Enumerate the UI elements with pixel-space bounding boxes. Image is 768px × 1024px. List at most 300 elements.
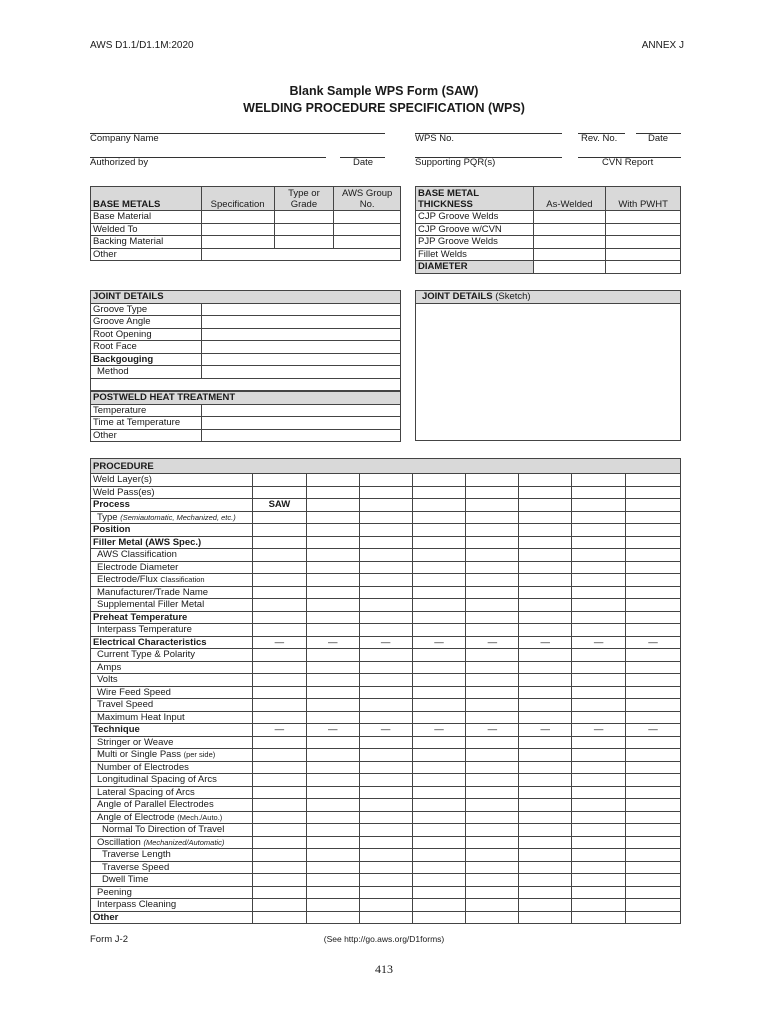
procedure-value-cell[interactable]	[519, 911, 572, 924]
procedure-value-cell[interactable]	[412, 686, 466, 699]
procedure-value-cell[interactable]	[412, 499, 466, 512]
procedure-value-cell[interactable]	[412, 899, 466, 912]
method-value-cell[interactable]	[201, 366, 400, 379]
procedure-value-cell[interactable]	[466, 874, 519, 887]
procedure-value-cell[interactable]: —	[626, 724, 681, 737]
procedure-value-cell[interactable]	[252, 824, 306, 837]
procedure-value-cell[interactable]	[252, 699, 306, 712]
procedure-value-cell[interactable]	[252, 711, 306, 724]
procedure-value-cell[interactable]	[572, 874, 626, 887]
procedure-value-cell[interactable]	[412, 711, 466, 724]
diameter-pwht-cell[interactable]	[606, 261, 681, 274]
procedure-value-cell[interactable]	[466, 861, 519, 874]
procedure-value-cell[interactable]	[519, 474, 572, 487]
procedure-value-cell[interactable]	[572, 611, 626, 624]
procedure-value-cell[interactable]	[412, 661, 466, 674]
procedure-value-cell[interactable]	[466, 736, 519, 749]
procedure-value-cell[interactable]	[252, 736, 306, 749]
procedure-value-cell[interactable]	[519, 586, 572, 599]
procedure-value-cell[interactable]	[412, 549, 466, 562]
procedure-value-cell[interactable]	[626, 849, 681, 862]
procedure-value-cell[interactable]	[572, 561, 626, 574]
procedure-value-cell[interactable]	[519, 624, 572, 637]
procedure-value-cell[interactable]	[252, 861, 306, 874]
procedure-value-cell[interactable]	[306, 849, 359, 862]
procedure-value-cell[interactable]: —	[359, 724, 412, 737]
procedure-value-cell[interactable]	[519, 711, 572, 724]
procedure-value-cell[interactable]	[359, 611, 412, 624]
with-pwht-cell[interactable]	[606, 223, 681, 236]
authorized-by-line[interactable]	[90, 157, 326, 158]
procedure-value-cell[interactable]	[252, 511, 306, 524]
procedure-value-cell[interactable]	[306, 499, 359, 512]
procedure-value-cell[interactable]	[572, 661, 626, 674]
procedure-value-cell[interactable]	[626, 811, 681, 824]
procedure-value-cell[interactable]	[466, 711, 519, 724]
procedure-value-cell[interactable]	[306, 486, 359, 499]
procedure-value-cell[interactable]	[519, 874, 572, 887]
procedure-value-cell[interactable]	[466, 799, 519, 812]
procedure-value-cell[interactable]	[412, 886, 466, 899]
procedure-value-cell[interactable]	[626, 561, 681, 574]
procedure-value-cell[interactable]	[359, 486, 412, 499]
procedure-value-cell[interactable]	[306, 749, 359, 762]
procedure-value-cell[interactable]	[519, 761, 572, 774]
procedure-value-cell[interactable]	[252, 674, 306, 687]
procedure-value-cell[interactable]	[252, 649, 306, 662]
procedure-value-cell[interactable]	[572, 886, 626, 899]
procedure-value-cell[interactable]	[359, 536, 412, 549]
procedure-value-cell[interactable]	[359, 524, 412, 537]
procedure-value-cell[interactable]: —	[412, 636, 466, 649]
procedure-value-cell[interactable]	[252, 786, 306, 799]
procedure-value-cell[interactable]	[466, 524, 519, 537]
base-metal-cell[interactable]	[274, 223, 334, 236]
procedure-value-cell[interactable]	[412, 836, 466, 849]
procedure-value-cell[interactable]	[519, 774, 572, 787]
procedure-value-cell[interactable]	[359, 674, 412, 687]
wps-no-line[interactable]	[415, 133, 562, 134]
procedure-value-cell[interactable]	[306, 536, 359, 549]
procedure-value-cell[interactable]	[306, 699, 359, 712]
procedure-value-cell[interactable]: —	[466, 724, 519, 737]
procedure-value-cell[interactable]	[306, 861, 359, 874]
procedure-value-cell[interactable]	[572, 749, 626, 762]
supporting-pqr-line[interactable]	[415, 157, 562, 158]
procedure-value-cell[interactable]	[412, 561, 466, 574]
procedure-value-cell[interactable]	[572, 824, 626, 837]
procedure-value-cell[interactable]	[252, 561, 306, 574]
as-welded-cell[interactable]	[533, 211, 606, 224]
procedure-value-cell[interactable]	[572, 849, 626, 862]
procedure-value-cell[interactable]	[466, 511, 519, 524]
procedure-value-cell[interactable]	[306, 774, 359, 787]
procedure-value-cell[interactable]	[626, 524, 681, 537]
procedure-value-cell[interactable]	[252, 586, 306, 599]
procedure-value-cell[interactable]	[519, 686, 572, 699]
base-metal-cell[interactable]	[334, 223, 401, 236]
procedure-value-cell[interactable]	[466, 699, 519, 712]
procedure-value-cell[interactable]	[412, 674, 466, 687]
procedure-value-cell[interactable]	[572, 836, 626, 849]
procedure-value-cell[interactable]	[412, 811, 466, 824]
procedure-value-cell[interactable]	[572, 674, 626, 687]
procedure-value-cell[interactable]	[466, 786, 519, 799]
procedure-value-cell[interactable]	[412, 536, 466, 549]
procedure-value-cell[interactable]	[572, 599, 626, 612]
procedure-value-cell[interactable]	[572, 699, 626, 712]
procedure-value-cell[interactable]	[306, 586, 359, 599]
procedure-value-cell[interactable]	[572, 624, 626, 637]
procedure-value-cell[interactable]	[626, 649, 681, 662]
procedure-value-cell[interactable]	[572, 711, 626, 724]
procedure-value-cell[interactable]	[626, 611, 681, 624]
procedure-value-cell[interactable]: —	[626, 636, 681, 649]
procedure-value-cell[interactable]	[306, 711, 359, 724]
procedure-value-cell[interactable]	[359, 624, 412, 637]
procedure-value-cell[interactable]	[466, 899, 519, 912]
procedure-value-cell[interactable]	[359, 786, 412, 799]
procedure-value-cell[interactable]	[306, 736, 359, 749]
procedure-value-cell[interactable]	[359, 811, 412, 824]
procedure-value-cell[interactable]	[306, 686, 359, 699]
procedure-value-cell[interactable]	[466, 561, 519, 574]
procedure-value-cell[interactable]	[412, 486, 466, 499]
procedure-value-cell[interactable]	[519, 849, 572, 862]
procedure-value-cell[interactable]	[252, 849, 306, 862]
procedure-value-cell[interactable]	[412, 524, 466, 537]
procedure-value-cell[interactable]	[306, 886, 359, 899]
procedure-value-cell[interactable]	[359, 836, 412, 849]
procedure-value-cell[interactable]	[359, 661, 412, 674]
procedure-value-cell[interactable]: —	[519, 724, 572, 737]
procedure-value-cell[interactable]	[519, 786, 572, 799]
procedure-value-cell[interactable]: —	[519, 636, 572, 649]
procedure-value-cell[interactable]	[359, 699, 412, 712]
procedure-value-cell[interactable]	[466, 811, 519, 824]
procedure-value-cell[interactable]	[412, 861, 466, 874]
procedure-value-cell[interactable]	[306, 524, 359, 537]
procedure-value-cell[interactable]	[519, 549, 572, 562]
procedure-value-cell[interactable]	[466, 611, 519, 624]
procedure-value-cell[interactable]	[466, 624, 519, 637]
procedure-value-cell[interactable]	[519, 661, 572, 674]
procedure-value-cell[interactable]	[519, 811, 572, 824]
procedure-value-cell[interactable]: —	[252, 724, 306, 737]
procedure-value-cell[interactable]	[306, 874, 359, 887]
procedure-value-cell[interactable]	[359, 686, 412, 699]
procedure-value-cell[interactable]	[572, 474, 626, 487]
procedure-value-cell[interactable]	[359, 599, 412, 612]
procedure-value-cell[interactable]	[519, 886, 572, 899]
procedure-value-cell[interactable]	[519, 511, 572, 524]
base-metal-cell[interactable]	[274, 211, 334, 224]
procedure-value-cell[interactable]	[359, 774, 412, 787]
procedure-value-cell[interactable]	[412, 611, 466, 624]
procedure-value-cell[interactable]	[519, 499, 572, 512]
procedure-value-cell[interactable]	[626, 624, 681, 637]
procedure-value-cell[interactable]	[572, 549, 626, 562]
joint-detail-value-cell[interactable]	[201, 328, 400, 341]
procedure-value-cell[interactable]	[359, 586, 412, 599]
procedure-value-cell[interactable]	[626, 674, 681, 687]
procedure-value-cell[interactable]	[412, 474, 466, 487]
procedure-value-cell[interactable]	[519, 611, 572, 624]
procedure-value-cell[interactable]	[359, 499, 412, 512]
procedure-value-cell[interactable]	[626, 874, 681, 887]
procedure-value-cell[interactable]	[519, 799, 572, 812]
procedure-value-cell[interactable]	[306, 549, 359, 562]
procedure-value-cell[interactable]	[306, 786, 359, 799]
procedure-value-cell[interactable]	[412, 874, 466, 887]
backgouging-value-cell[interactable]	[201, 353, 400, 366]
procedure-value-cell[interactable]	[306, 799, 359, 812]
procedure-value-cell[interactable]	[519, 649, 572, 662]
base-metal-cell[interactable]	[334, 236, 401, 249]
procedure-value-cell[interactable]	[412, 799, 466, 812]
base-metal-cell[interactable]	[201, 236, 274, 249]
procedure-value-cell[interactable]	[306, 824, 359, 837]
pwht-value-cell[interactable]	[201, 404, 400, 417]
procedure-value-cell[interactable]	[519, 736, 572, 749]
procedure-value-cell[interactable]	[359, 761, 412, 774]
procedure-value-cell[interactable]	[306, 574, 359, 587]
procedure-value-cell[interactable]	[466, 486, 519, 499]
procedure-value-cell[interactable]	[466, 649, 519, 662]
procedure-value-cell[interactable]	[359, 561, 412, 574]
rev-no-line[interactable]	[578, 133, 625, 134]
procedure-value-cell[interactable]	[252, 761, 306, 774]
date-line-2[interactable]	[340, 157, 385, 158]
procedure-value-cell[interactable]	[626, 861, 681, 874]
with-pwht-cell[interactable]	[606, 211, 681, 224]
procedure-value-cell[interactable]	[306, 511, 359, 524]
procedure-value-cell[interactable]	[572, 811, 626, 824]
joint-detail-value-cell[interactable]	[201, 316, 400, 329]
procedure-value-cell[interactable]	[626, 699, 681, 712]
procedure-value-cell[interactable]	[252, 686, 306, 699]
procedure-value-cell[interactable]	[572, 524, 626, 537]
procedure-value-cell[interactable]	[412, 574, 466, 587]
procedure-value-cell[interactable]	[626, 911, 681, 924]
procedure-value-cell[interactable]	[572, 486, 626, 499]
procedure-value-cell[interactable]	[412, 761, 466, 774]
procedure-value-cell[interactable]	[252, 811, 306, 824]
procedure-value-cell[interactable]	[412, 736, 466, 749]
procedure-value-cell[interactable]	[519, 836, 572, 849]
procedure-value-cell[interactable]	[359, 711, 412, 724]
joint-sketch-box[interactable]	[415, 290, 681, 441]
procedure-value-cell[interactable]	[572, 511, 626, 524]
procedure-value-cell[interactable]	[466, 674, 519, 687]
procedure-value-cell[interactable]	[466, 836, 519, 849]
base-metal-cell[interactable]	[334, 211, 401, 224]
procedure-value-cell[interactable]	[306, 836, 359, 849]
procedure-value-cell[interactable]	[572, 799, 626, 812]
procedure-value-cell[interactable]	[252, 774, 306, 787]
procedure-value-cell[interactable]	[252, 836, 306, 849]
procedure-value-cell[interactable]	[412, 849, 466, 862]
procedure-value-cell[interactable]	[412, 586, 466, 599]
procedure-value-cell[interactable]	[626, 574, 681, 587]
procedure-value-cell[interactable]	[572, 761, 626, 774]
procedure-value-cell[interactable]	[466, 661, 519, 674]
procedure-value-cell[interactable]	[306, 811, 359, 824]
base-metal-cell[interactable]	[201, 211, 274, 224]
procedure-value-cell[interactable]	[306, 899, 359, 912]
as-welded-cell[interactable]	[533, 248, 606, 261]
procedure-value-cell[interactable]: —	[572, 724, 626, 737]
procedure-value-cell[interactable]	[572, 499, 626, 512]
date-line-1[interactable]	[636, 133, 681, 134]
procedure-value-cell[interactable]	[626, 711, 681, 724]
procedure-value-cell[interactable]	[466, 536, 519, 549]
procedure-value-cell[interactable]	[359, 874, 412, 887]
procedure-value-cell[interactable]: —	[359, 636, 412, 649]
procedure-value-cell[interactable]	[466, 586, 519, 599]
procedure-value-cell[interactable]	[626, 761, 681, 774]
procedure-value-cell[interactable]	[359, 799, 412, 812]
procedure-value-cell[interactable]	[626, 736, 681, 749]
procedure-value-cell[interactable]	[519, 861, 572, 874]
procedure-value-cell[interactable]	[412, 911, 466, 924]
as-welded-cell[interactable]	[533, 236, 606, 249]
joint-detail-value-cell[interactable]	[201, 303, 400, 316]
procedure-value-cell[interactable]	[572, 574, 626, 587]
procedure-value-cell[interactable]	[572, 899, 626, 912]
procedure-value-cell[interactable]	[412, 786, 466, 799]
procedure-value-cell[interactable]	[359, 886, 412, 899]
procedure-value-cell[interactable]	[626, 799, 681, 812]
procedure-value-cell[interactable]	[359, 474, 412, 487]
procedure-value-cell[interactable]	[252, 574, 306, 587]
procedure-value-cell[interactable]	[466, 599, 519, 612]
procedure-value-cell[interactable]	[466, 761, 519, 774]
procedure-value-cell[interactable]	[359, 736, 412, 749]
procedure-value-cell[interactable]	[626, 774, 681, 787]
procedure-value-cell[interactable]	[466, 499, 519, 512]
procedure-value-cell[interactable]	[252, 899, 306, 912]
procedure-value-cell[interactable]	[252, 486, 306, 499]
procedure-value-cell[interactable]	[359, 849, 412, 862]
procedure-value-cell[interactable]	[306, 474, 359, 487]
procedure-value-cell[interactable]	[306, 911, 359, 924]
procedure-value-cell[interactable]	[359, 574, 412, 587]
procedure-value-cell[interactable]	[626, 886, 681, 899]
procedure-value-cell[interactable]	[519, 674, 572, 687]
procedure-value-cell[interactable]	[626, 511, 681, 524]
procedure-value-cell[interactable]	[519, 561, 572, 574]
procedure-value-cell[interactable]	[359, 899, 412, 912]
procedure-value-cell[interactable]: —	[306, 636, 359, 649]
procedure-value-cell[interactable]	[412, 749, 466, 762]
procedure-value-cell[interactable]	[626, 836, 681, 849]
procedure-value-cell[interactable]	[626, 749, 681, 762]
procedure-value-cell[interactable]	[466, 824, 519, 837]
procedure-value-cell[interactable]	[252, 911, 306, 924]
procedure-value-cell[interactable]: —	[306, 724, 359, 737]
procedure-value-cell[interactable]	[306, 624, 359, 637]
base-metal-other-cell[interactable]	[201, 248, 400, 261]
diameter-as-welded-cell[interactable]	[533, 261, 606, 274]
procedure-value-cell[interactable]	[626, 661, 681, 674]
procedure-value-cell[interactable]	[519, 536, 572, 549]
procedure-value-cell[interactable]	[466, 686, 519, 699]
procedure-value-cell[interactable]	[572, 861, 626, 874]
procedure-value-cell[interactable]	[412, 824, 466, 837]
cvn-report-line[interactable]	[578, 157, 681, 158]
procedure-value-cell[interactable]: —	[252, 636, 306, 649]
procedure-value-cell[interactable]: —	[572, 636, 626, 649]
procedure-value-cell[interactable]	[252, 624, 306, 637]
procedure-value-cell[interactable]	[572, 736, 626, 749]
with-pwht-cell[interactable]	[606, 236, 681, 249]
procedure-value-cell[interactable]	[626, 499, 681, 512]
procedure-value-cell[interactable]	[412, 649, 466, 662]
procedure-value-cell[interactable]	[306, 674, 359, 687]
procedure-value-cell[interactable]	[519, 899, 572, 912]
procedure-value-cell[interactable]	[359, 649, 412, 662]
procedure-value-cell[interactable]	[519, 486, 572, 499]
procedure-value-cell[interactable]	[626, 786, 681, 799]
procedure-value-cell[interactable]: SAW	[252, 499, 306, 512]
procedure-value-cell[interactable]	[626, 486, 681, 499]
procedure-value-cell[interactable]	[466, 574, 519, 587]
procedure-value-cell[interactable]	[466, 474, 519, 487]
procedure-value-cell[interactable]	[359, 861, 412, 874]
procedure-value-cell[interactable]	[359, 824, 412, 837]
as-welded-cell[interactable]	[533, 223, 606, 236]
procedure-value-cell[interactable]	[572, 774, 626, 787]
procedure-value-cell[interactable]	[412, 624, 466, 637]
procedure-value-cell[interactable]	[626, 824, 681, 837]
procedure-value-cell[interactable]	[519, 574, 572, 587]
procedure-value-cell[interactable]	[572, 686, 626, 699]
procedure-value-cell[interactable]	[466, 549, 519, 562]
procedure-value-cell[interactable]	[466, 774, 519, 787]
procedure-value-cell[interactable]	[306, 561, 359, 574]
procedure-value-cell[interactable]	[359, 749, 412, 762]
procedure-value-cell[interactable]	[306, 761, 359, 774]
pwht-value-cell[interactable]	[201, 417, 400, 430]
procedure-value-cell[interactable]	[359, 549, 412, 562]
procedure-value-cell[interactable]	[519, 524, 572, 537]
procedure-value-cell[interactable]	[626, 536, 681, 549]
procedure-value-cell[interactable]	[252, 661, 306, 674]
procedure-value-cell[interactable]	[626, 899, 681, 912]
procedure-value-cell[interactable]	[252, 749, 306, 762]
procedure-value-cell[interactable]	[252, 799, 306, 812]
procedure-value-cell[interactable]	[252, 474, 306, 487]
procedure-value-cell[interactable]	[252, 874, 306, 887]
procedure-value-cell[interactable]	[252, 549, 306, 562]
procedure-value-cell[interactable]	[626, 599, 681, 612]
procedure-value-cell[interactable]	[519, 749, 572, 762]
procedure-value-cell[interactable]	[252, 599, 306, 612]
joint-detail-value-cell[interactable]	[201, 341, 400, 354]
procedure-value-cell[interactable]	[466, 849, 519, 862]
procedure-value-cell[interactable]	[572, 649, 626, 662]
procedure-value-cell[interactable]	[252, 886, 306, 899]
procedure-value-cell[interactable]: —	[466, 636, 519, 649]
procedure-value-cell[interactable]	[626, 549, 681, 562]
procedure-value-cell[interactable]	[626, 474, 681, 487]
procedure-value-cell[interactable]	[306, 649, 359, 662]
procedure-value-cell[interactable]	[306, 661, 359, 674]
procedure-value-cell[interactable]	[519, 699, 572, 712]
procedure-value-cell[interactable]	[572, 911, 626, 924]
base-metal-cell[interactable]	[274, 236, 334, 249]
